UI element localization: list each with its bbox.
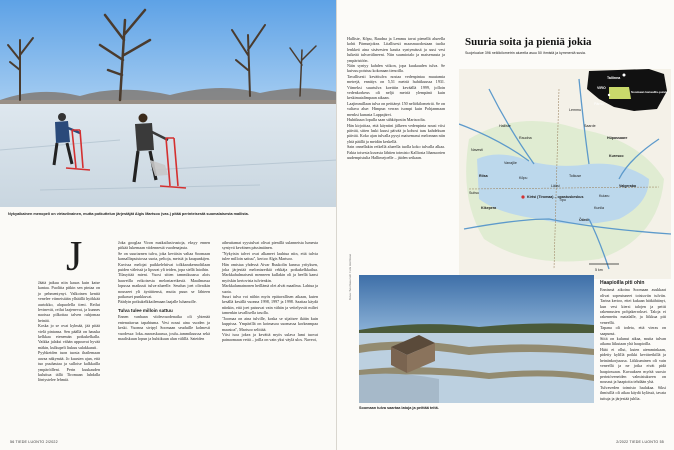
article-column-1: Jäätä jatkuu niin kauas kuin katse kantaa. Puolitta pitkin sen pintaa on jo pehmentynyt. Valkoinen kenttä venelee viimeisiään ylhäällä hyökkää aurtokko, alapuolella tieni. Reilut levinevät, reilut laajenevat, ja kunnes naoissa pilkottaa talven ruhjomaa heinää. Koska jo se ovat kylmää, jää pitää vielä pintansa. Sen päällä on hauska kelkkaa etenemän potkukelkalla. Vaikka jalaksi vähän uppoavat hyvää mäkin, kulkupeli liukuu sulakkaasti. Pyyhkeiden tuon tuosta ihailemaan aavaa näkymää. Jo kuusten ajan, että tuo puuhastaa ja sulloise kalkkailla ympäröilleni. Perin kuukauden kuluttua tällä Tiromaan luhdalla löntystelee lehmiä. — [38, 280, 100, 383]
photo-credit: Kuva: Soomaa.com / Liis Härmsoo — [348, 253, 352, 300]
visitor-centre-marker — [521, 195, 524, 198]
label-hupasaare: Hüpassaare — [607, 136, 628, 140]
label-kirtsi: Kirtsi (Tiromaa) – opastuskeskus — [527, 195, 584, 199]
photo-caption-left: Nykyaikainen menopeli on virtaviivainen, mutta potkuttelun järjestäjät Algis Martsoo (vas.) pitää perinteisestä suomalaisesta mallista. — [8, 212, 249, 216]
section-subhead: Tulva tulee milloin sattuu — [118, 307, 173, 313]
soomaa-map — [459, 56, 671, 292]
label-vanajoe: Vanajõe — [504, 161, 517, 165]
flood-photo — [359, 275, 594, 403]
column-2-text: Joka googlaa Viron matkailusivustoja, eksyy ennen pitkää lukemaan viidennestä vuodenajasta. Se on suuriarnen tulva, joka keväisin valtaa Soomaan kansallispuistossa suota, peltoja, metsiä ja kaupunkijen. Kuvissa melojat puikkelehtivat tolkkarakennoltilaan puiden väleissä ja lipuvat yli teiden, jopa siellä latoihin. Tilasyttää mieni. Vuosi sitten tammikuussa alois haaveilla erikoisesta melontaretkestä. Maailmassa lopussa matkusti tulva-alueelle. Seudun joet olivatkin nousseet yli äyräittensä, mutta puun se lähteen paikasset punkkuvat. Päädyin potkukelkkailemaan laajalle luhamolle. — [118, 240, 210, 305]
label-tolkuse: Tolkuse — [569, 174, 582, 178]
right-page — [337, 0, 674, 450]
label-scale: 5 km — [595, 268, 603, 272]
map-subtitle: Suojelualue 396 neliökilometrin alueella asuu 50 ihmistä ja kymmeniä susia. — [465, 51, 586, 55]
label-viro: VIRO — [597, 86, 606, 90]
label-saarde: Saarde — [584, 124, 596, 128]
winter-kicksled-photo — [0, 0, 337, 207]
photo-caption-right: Soomaan tulva saartaa latoja ja peittää teitä. — [359, 406, 439, 410]
sidebar-box — [600, 278, 666, 401]
label-ordi: Öördi — [579, 218, 589, 222]
article-column-2 — [118, 240, 210, 341]
drop-cap: J — [66, 234, 83, 280]
label-kikepera: Kikepera — [481, 206, 497, 210]
label-tipu: Tipu — [559, 198, 566, 202]
article-column-3: aiheuttamat syystulvat olivat pienillä sulanneista lumesta syntyvä keväinen pässimäinen. "Nykyisin talvet ovat alkaneet lauhtua niin, että tulvia tulee milloin sattuu", kertoo Algis Martsoo. Hän omistaa yhdessä Aivar Ruukolin kanssa yrityksen, joka järjestää melontaretkiä rekkäja potkukelkkailua. Markkahulmaisesti menneen kullakin oli ja heellä kansi myöskin kertovista tulvienkin. Markkalumainonen heillämä olet alvät maailma. Lahtua ja suota. Suuri tulva voi niihin myös epätavallisen aikaan, kuten kesällä kesällä vuonna 1998, 1997 ja 1998. Saattaa käydä niinkin, että joet paisuvat vain vähän ja veitelysvät miltei tamenkin tavallisella tasolla. "Joomaa on aina tulville, koska se sijaitsee ikään kuin kuppissa. Ympärillä on koimasoa suomassa korkeampaa maastoa", Martsoo selittää. Viisi isoa jokea ja kevättä myös sulava lumi tuovat painaomaan vettä – joilla on vain yksi väylä ulos. Naveoi, — [222, 240, 318, 343]
label-suitsu: Suitsu — [469, 191, 479, 195]
label-tallinna: Tallinna — [607, 76, 621, 80]
label-riisa: Riisa — [479, 174, 488, 178]
label-kuresoo: Kuresoo — [609, 154, 624, 158]
label-halliste: Halliste — [499, 124, 511, 128]
sidebar-title: Haapioilla piti ohin — [600, 280, 645, 286]
label-kopu: Kõpu — [519, 176, 528, 180]
label-laasi: Lääsi — [551, 184, 560, 188]
label-kuiaru: Kuiaru — [599, 194, 610, 198]
label-lemmu: Lemmu — [569, 108, 581, 112]
article-column-4: Halliste, Kõpu, Raudna ja Lemmu tavat pienellä alueella kohti Pärnunjokea. Liiallisesti maasmuodostaan tuolta lenkkeä aina sisävesien kautta syntymässä ja uusi vesi luikeää tulvavälineeni. Niin suumiotalo ja maisemasta ja ympäristöön. Näin syntyy kahden viikon, jopa kuukauden tulva. Se kuivuu poistuu kokonaan tienoilla. Tavallisesti kevättulva nostaa vedenpintaa muutamia metrejä, ennätys on 5,51 metriä huhtikuussa 1931. Viimeksi suurtulva koettiin keväällä 1999, jolloin vedenkorkeus oli neljä metriä ylempänä kuin keskimatalimpaan aikaan. Laajimmillaan tulva on peittänyt 150 neliökilometriä. Se on valtava alue: Himpun verran isompi kuin Pohjanmaan menksi kunasta Lappajärvi. Huhtikuun lopulla saan sähköpostin Martsoolta. Hän kirjoittaa, että käyntini jälkeen vedenpinta nousi viisi päivää, sitten laski kuusi päivää ja kohosi taas kahdeksan päivää. Koko ajan tulvalla pysyi maisemassi melonnan niin yhtä päällä ja meidän keskellä. Sain onnellakin retkellä alueella tuolla koko tulvalla alkaa. Fakta toisesta kuvasta lähtien toimisto Kalliosta lihanuorien uudempistulia Hallimejoelle – jäiden seikaan. — [347, 36, 446, 160]
label-kunila: Kunila — [594, 206, 604, 210]
map-title: Suuria soita ja pieniä jokia — [465, 36, 592, 48]
label-inset-park: Soomaan kansallis-puisto — [631, 90, 669, 94]
footer-left: 56 TIEDE LUONTO 2/2022 — [10, 440, 58, 444]
label-valgeraba: Valgeraba — [619, 184, 636, 188]
label-navesti: Navesti — [471, 148, 483, 152]
label-raudna: Raudna — [519, 136, 532, 140]
footer-right: 2/2022 TIEDE LUONTO 55 — [616, 440, 664, 444]
sidebar-text: Ennismä aikoina Soomaan asukkaat olivat sopeutuneet toistuviin tulviin. Tarina kertoo, ettei kukaan hätkähtänyt, kun vesi kiersi talojen ja peitti rakennusten pohjakerrokset. Taloja ei rakennettu matalalle, ja liikkua piti veneellä. Tapana oli todeta, että vieras on saapunut. Siitä on kulunut aikaa, mutta tulvan aikana liikutaan yhä haapioilla. Häät ei ollut, kuten aiemminkaan, pidetty kylillä poikki kevätretkillä ja heinänkorjuussa. Liikkuminen oli vain veneellä ja ne jotka eivät pidä haapiossaan. Kuvauksen myötä suosio perintöveneiden valmistukseen on noussut ja haapioita tehdään yhä. Tulvaveden toimisto luulakaa. Siksi ihmisillä oli aikaa käydä kylässä, tavata tuttuja ja järjestää juhlia. — [600, 287, 666, 401]
column-2-text-cont: Ennen vanhaan viidesvuodenaika oli yhtenää entenattavaa tapahtuma. Vesi nousi aina vuoden ja keski. Vuonna sivipyl Soomaan seuduille kolmesti vuodessa: loka–marraskuussa, joulu–tammikuussa sekä maaliskuun lopun ja huhtikuun alun välillä. Sateiden — [118, 314, 210, 341]
label-parnu: Pärnu — [594, 102, 604, 106]
